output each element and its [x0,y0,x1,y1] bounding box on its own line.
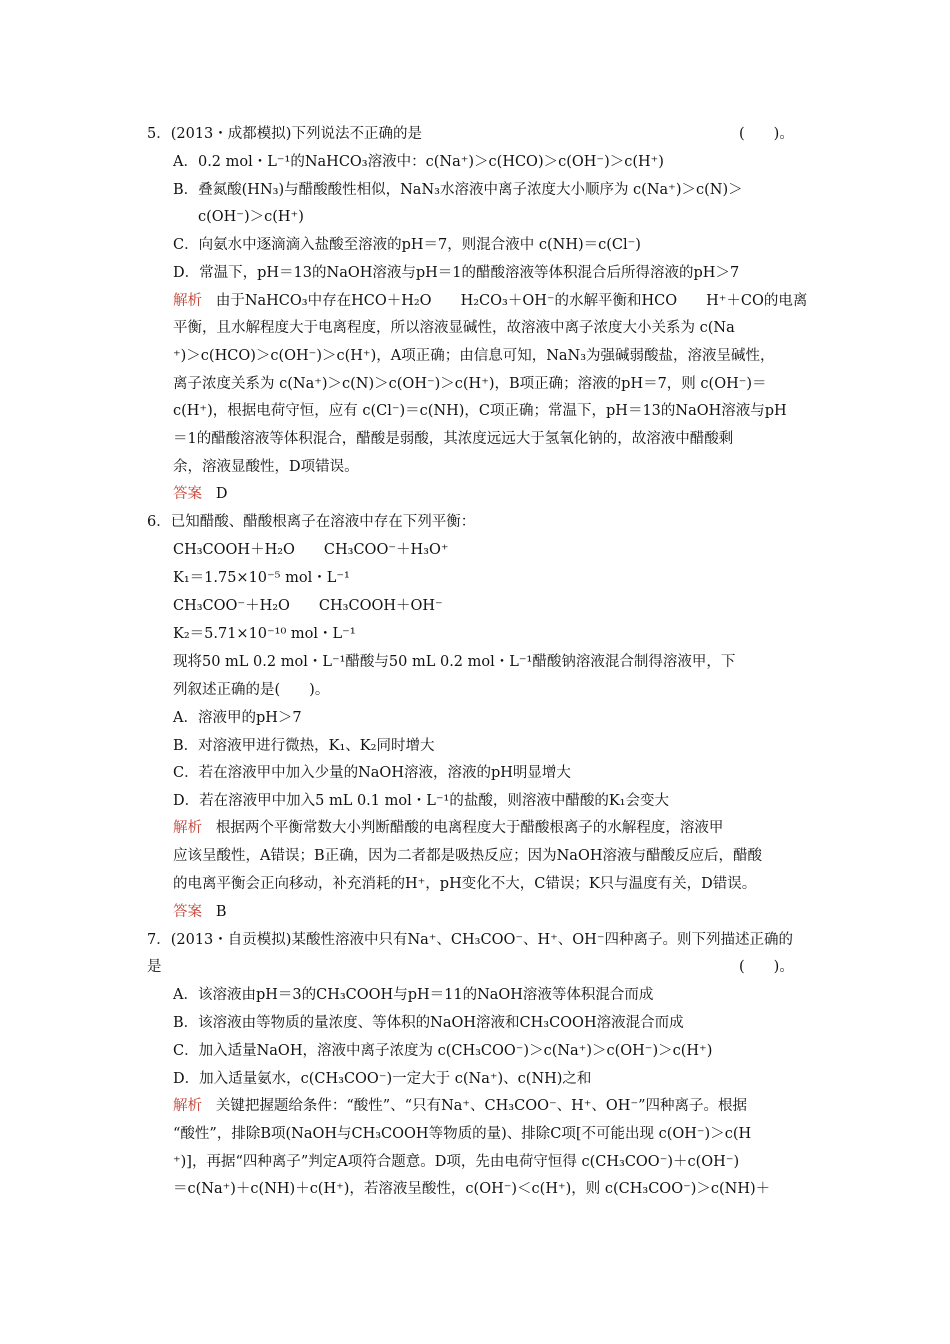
q6-k1: K₁＝1.75×10⁻⁵ mol・L⁻¹ [173,570,350,586]
q5-analysis-line-1 [173,291,807,311]
q6-analysis-line-2: 应该呈酸性，A错误；B正确，因为二者都是吸热反应；因为NaOH溶液与醋酸反应后，醋酸 [173,848,762,864]
q6-stem: 6．已知醋酸、醋酸根离子在溶液中存在下列平衡： [147,514,476,530]
q6-setup-1: 现将50 mL 0.2 mol・L⁻¹醋酸与50 mL 0.2 mol・L⁻¹醋酸钠溶液混合制得溶液甲，下 [173,654,736,670]
q7-option-c: C．加入适量NaOH，溶液中离子浓度为 c(CH₃COO⁻)＞c(Na⁺)＞c(OH⁻)＞c(H⁺) [173,1043,713,1059]
q5-option-c: C．向氨水中逐滴滴入盐酸至溶液的pH＝7，则混合液中 c(NH)＝c(Cl⁻) [173,237,641,253]
q5-analysis-line-7: 余，溶液显酸性，D项错误。 [173,459,359,475]
q5-answer-label: 答案 [173,486,202,502]
q5-analysis-line-6: ＝1的醋酸溶液等体积混合，醋酸是弱酸，其浓度远远大于氢氧化钠的，故溶液中醋酸剩 [173,431,734,447]
q6-answer-value: B [215,904,227,920]
q5-answer-line [173,484,227,504]
q7-option-a: A．该溶液由pH＝3的CH₃COOH与pH＝11的NaOH溶液等体积混合而成 [173,987,654,1003]
q5-stem: 5．(2013・成都模拟)下列说法不正确的是 [147,126,422,142]
q7-answer-paren: ( )。 [739,959,794,975]
q7-analysis-line-1 [173,1096,747,1116]
q6-equilibrium-2: CH₃COO⁻＋H₂O CH₃COOH＋OH⁻ [173,598,443,614]
q6-k2: K₂＝5.71×10⁻¹⁰ mol・L⁻¹ [173,626,356,642]
q6-analysis-line-3: 的电离平衡会正向移动，补充消耗的H⁺，pH变化不大，C错误；K只与温度有关，D错误。 [173,876,757,892]
q5-analysis-label: 解析 [173,293,202,309]
q6-analysis-label: 解析 [173,820,202,836]
q6-option-a: A．溶液甲的pH＞7 [173,710,302,726]
q5-analysis-line-2: 平衡，且水解程度大于电离程度，所以溶液显碱性，故溶液中离子浓度大小关系为 c(Na [173,320,735,336]
q7-option-b: B．该溶液由等物质的量浓度、等体积的NaOH溶液和CH₃COOH溶液混合而成 [173,1015,684,1031]
q7-analysis-line-4: ＝c(Na⁺)＋c(NH)＋c(H⁺)，若溶液呈酸性，c(OH⁻)＜c(H⁺)，则 c(CH₃COO⁻)＞c(NH)＋ [173,1181,771,1197]
q5-analysis-line-5: c(H⁺)，根据电荷守恒，应有 c(Cl⁻)＝c(NH)，C项正确；常温下，pH＝13的NaOH溶液与pH [173,403,787,419]
q7-stem-cont: 是 [147,959,162,975]
q6-option-c: C．若在溶液甲中加入少量的NaOH溶液，溶液的pH明显增大 [173,765,571,781]
q6-analysis-text-1: 根据两个平衡常数大小判断醋酸的电离程度大于醋酸根离子的水解程度，溶液甲 [215,820,724,836]
q5-answer-paren: ( )。 [739,126,794,142]
q7-analysis-text-1: 关键把握题给条件：“酸性”、“只有Na⁺、CH₃COO⁻、H⁺、OH⁻”四种离子。根据 [215,1098,748,1114]
q7-option-d: D．加入适量氨水，c(CH₃COO⁻)一定大于 c(Na⁺)、c(NH)之和 [173,1071,592,1087]
q5-option-b-cont: c(OH⁻)＞c(H⁺) [198,209,304,225]
q5-option-a: A．0.2 mol・L⁻¹的NaHCO₃溶液中：c(Na⁺)＞c(HCO)＞c(OH⁻)＞c(H⁺) [173,154,664,170]
q6-option-d: D．若在溶液甲中加入5 mL 0.1 mol・L⁻¹的盐酸，则溶液中醋酸的K₁会变大 [173,793,669,809]
q5-option-d: D．常温下，pH＝13的NaOH溶液与pH＝1的醋酸溶液等体积混合后所得溶液的pH＞7 [173,265,740,281]
q5-analysis-line-3: ⁺)＞c(HCO)＞c(OH⁻)＞c(H⁺)，A项正确；由信息可知，NaN₃为强碱弱酸盐，溶液呈碱性， [173,348,775,364]
q7-analysis-line-3: ⁺)]，再据“四种离子”判定A项符合题意。D项，先由电荷守恒得 c(CH₃COO⁻)＋c(OH⁻) [173,1154,740,1170]
q6-answer-label: 答案 [173,904,202,920]
q5-option-b: B．叠氮酸(HN₃)与醋酸酸性相似，NaN₃水溶液中离子浓度大小顺序为 c(Na⁺)＞c(N)＞ [173,182,743,198]
q6-option-b: B．对溶液甲进行微热，K₁、K₂同时增大 [173,738,435,754]
q6-equilibrium-1: CH₃COOH＋H₂O CH₃COO⁻＋H₃O⁺ [173,542,449,558]
q5-analysis-text-1: 由于NaHCO₃中存在HCO＋H₂O H₂CO₃＋OH⁻的水解平衡和HCO H⁺＋CO的电离 [215,293,808,309]
q6-answer-line [173,902,226,922]
q5-answer-value: D [215,486,228,502]
q7-stem: 7．(2013・自贡模拟)某酸性溶液中只有Na⁺、CH₃COO⁻、H⁺、OH⁻四种离子。则下列描述正确的 [147,932,793,948]
q7-analysis-line-2: “酸性”，排除B项(NaOH与CH₃COOH等物质的量)、排除C项[不可能出现 c(OH⁻)＞c(H [173,1126,752,1142]
q6-setup-2: 列叙述正确的是( )。 [173,682,330,698]
q5-analysis-line-4: 离子浓度关系为 c(Na⁺)＞c(N)＞c(OH⁻)＞c(H⁺)，B项正确；溶液的pH＝7，则 c(OH⁻)＝ [173,376,767,392]
q7-analysis-label: 解析 [173,1098,202,1114]
q6-analysis-line-1 [173,818,723,838]
